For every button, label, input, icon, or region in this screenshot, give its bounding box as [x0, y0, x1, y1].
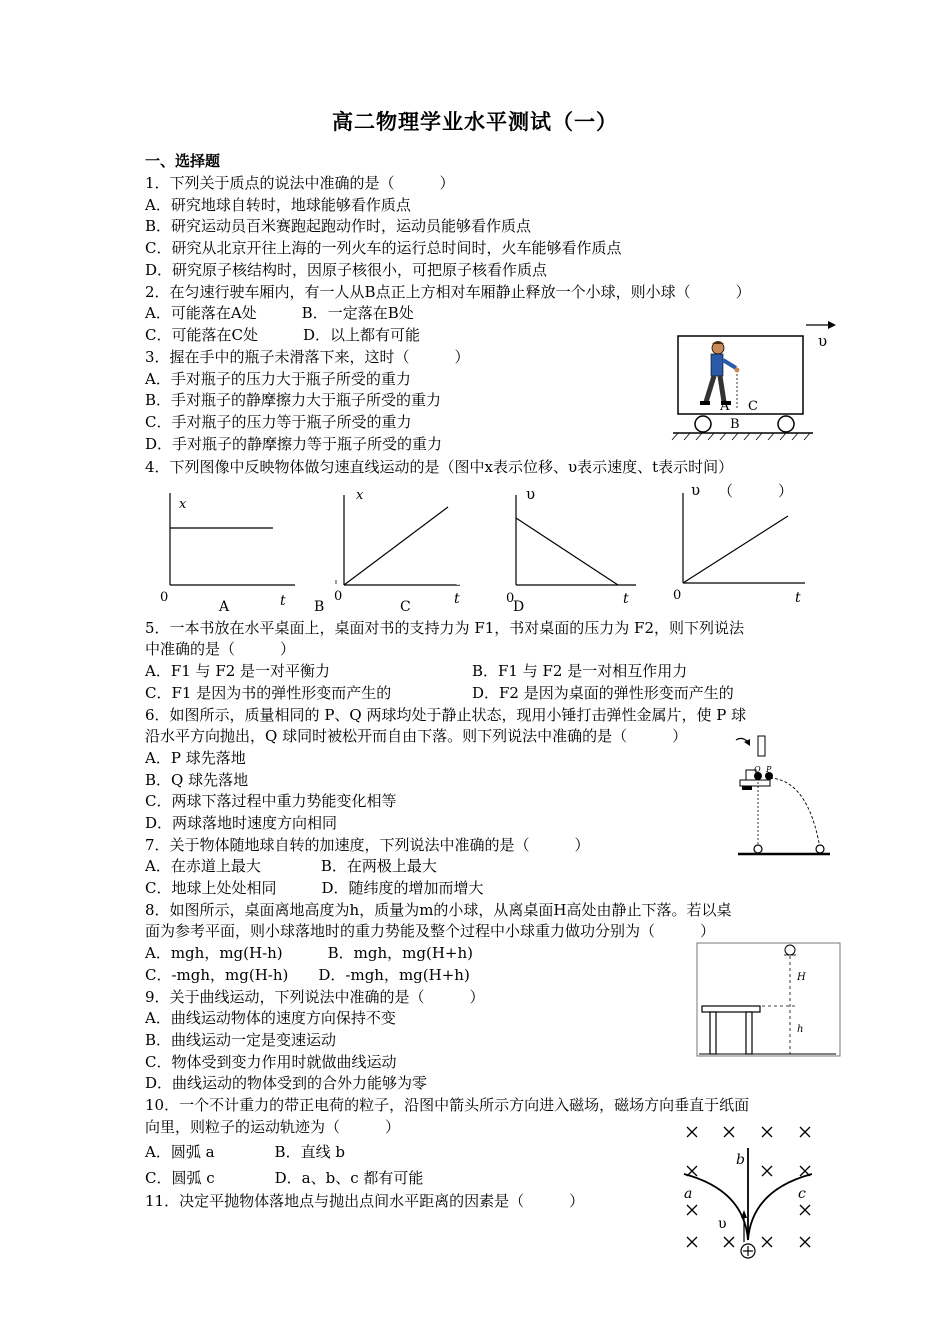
q6-option-b: B．Q 球先落地	[145, 771, 249, 789]
q1-option-b: B．研究运动员百米赛跑起跑动作时，运动员能够看作质点	[145, 217, 532, 235]
q1-option-a: A．研究地球自转时，地球能够看作质点	[145, 196, 411, 214]
q8-options-ab: A．mgh，mg(H-h) B．mgh，mg(H+h)	[145, 944, 474, 962]
question-4: 4．下列图像中反映物体做匀速直线运动的是（图中x表示位移、υ表示速度、t表示时间）	[145, 458, 734, 476]
label-c: C	[748, 399, 758, 414]
q5-option-c: C．F1 是因为书的弹性形变而产生的	[145, 684, 392, 702]
graph-c-origin: 0	[454, 574, 463, 589]
q7-options-cd: C．地球上处处相同 D．随纬度的增加而增大	[145, 879, 484, 897]
q6-option-a: A．P 球先落地	[145, 749, 246, 767]
q4-answer-paren: （ ）	[718, 482, 794, 500]
question-9: 9．关于曲线运动，下列说法中准确的是（ ）	[145, 988, 485, 1006]
q5-option-d: D．F2 是因为桌面的弹性形变而产生的	[472, 684, 734, 702]
question-7: 7．关于物体随地球自转的加速度，下列说法中准确的是（ ）	[145, 836, 590, 854]
q10-options-cd: C．圆弧 c D．a、b、c 都有可能	[145, 1169, 424, 1187]
graph-d-ylabel: υ	[691, 481, 701, 499]
graph-a	[155, 488, 315, 613]
ball-p-label: P	[766, 765, 772, 774]
q1-option-d: D．研究原子核结构时，因原子核很小，可把原子核看作质点	[145, 261, 548, 279]
q8-options-cd: C．-mgh，mg(H-h) D．-mgh，mg(H+h)	[145, 966, 470, 984]
q2-options-ab: A．可能落在A处 B．一定落在B处	[145, 304, 414, 322]
table-drop-figure	[696, 942, 842, 1058]
q6-option-d: D．两球落地时速度方向相同	[145, 814, 338, 832]
graph-c-ylabel: υ	[526, 485, 536, 503]
graph-c-option: C	[400, 599, 411, 615]
question-10: 10．一个不计重力的带正电荷的粒子，沿图中箭头所示方向进入磁场，磁场方向垂直于纸面	[145, 1096, 750, 1114]
q3-option-b: B．手对瓶子的静摩擦力大于瓶子所受的重力	[145, 391, 442, 409]
graph-d-xlabel: t	[795, 590, 801, 606]
label-b: B	[730, 417, 740, 432]
q3-option-d: D．手对瓶子的静摩擦力等于瓶子所受的重力	[145, 435, 443, 453]
q1-option-c: C．研究从北京开往上海的一列火车的运行总时间时，火车能够看作质点	[145, 239, 622, 257]
section-heading: 一、选择题	[145, 152, 221, 170]
projectile-apparatus-figure	[728, 730, 838, 860]
graph-d-origin: 0	[673, 588, 682, 603]
question-6: 6．如图所示，质量相同的 P、Q 两球均处于静止状态，现用小锤打击弹性金属片，使 P 球	[145, 706, 747, 724]
trajectory-c-label: c	[798, 1186, 806, 1202]
q9-option-d: D．曲线运动的物体受到的合外力能够为零	[145, 1074, 428, 1092]
q9-option-a: A．曲线运动物体的速度方向保持不变	[145, 1009, 396, 1027]
question-6-cont: 沿水平方向抛出，Q 球同时被松开而自由下落。则下列说法中准确的是（ ）	[145, 727, 688, 745]
question-1: 1．下列关于质点的说法中准确的是（ ）	[145, 174, 455, 192]
q6-option-c: C．两球下落过程中重力势能变化相等	[145, 792, 397, 810]
graph-a-option: A	[219, 599, 230, 615]
q5-option-b: B．F1 与 F2 是一对相互作用力	[472, 662, 688, 680]
train-car-figure	[668, 318, 848, 448]
graph-a-origin: 0	[160, 590, 169, 605]
velocity-label: υ	[818, 332, 828, 350]
label-a: A	[720, 399, 730, 414]
q9-option-b: B．曲线运动一定是变速运动	[145, 1031, 337, 1049]
graph-b-xlabel: t	[454, 591, 460, 607]
graph-b-option: B	[314, 599, 325, 615]
question-10-cont: 向里，则粒子的运动轨迹为（ ）	[145, 1118, 401, 1136]
question-3: 3．握在手中的瓶子未滑落下来，这时（ ）	[145, 348, 470, 366]
trajectory-a-label: a	[684, 1186, 693, 1202]
graph-b-origin: 0	[334, 589, 343, 604]
question-5-cont: 中准确的是（ ）	[145, 640, 296, 658]
height-h-upper-label: H	[797, 972, 806, 983]
graph-c-xlabel: t	[623, 591, 629, 607]
ball-q-label: Q	[754, 765, 761, 774]
graph-a-xlabel: t	[280, 593, 286, 609]
question-5: 5．一本书放在水平桌面上，桌面对书的支持力为 F1，书对桌面的压力为 F2，则下列说法	[145, 619, 744, 637]
graph-d-option: D	[513, 599, 525, 615]
q7-options-ab: A．在赤道上最大 B．在两极上最大	[145, 857, 437, 875]
magnetic-field-figure	[676, 1120, 826, 1262]
q3-option-c: C．手对瓶子的压力等于瓶子所受的重力	[145, 413, 412, 431]
q5-option-a: A．F1 与 F2 是一对平衡力	[145, 662, 331, 680]
height-h-lower-label: h	[797, 1024, 804, 1035]
question-8-cont: 面为参考平面，则小球落地时的重力势能及整个过程中小球重力做功分别为（ ）	[145, 922, 716, 940]
graph-b-ylabel: x	[356, 488, 364, 503]
question-11: 11．决定平抛物体落地点与抛出点间水平距离的因素是（ ）	[145, 1192, 585, 1210]
page-title: 高二物理学业水平测试（一）	[332, 109, 618, 134]
q3-option-a: A．手对瓶子的压力大于瓶子所受的重力	[145, 370, 411, 388]
trajectory-b-label: b	[736, 1152, 745, 1168]
velocity-v-label: υ	[718, 1216, 727, 1232]
question-2: 2．在匀速行驶车厢内，有一人从B点正上方相对车厢静止释放一个小球，则小球（ ）	[145, 283, 751, 301]
q2-options-cd: C．可能落在C处 D．以上都有可能	[145, 326, 420, 344]
graph-c-origin-mark: 0	[506, 591, 515, 606]
q10-options-ab: A．圆弧 a B．直线 b	[145, 1143, 345, 1161]
graph-d	[505, 483, 815, 613]
graph-a-ylabel: x	[179, 497, 187, 512]
q9-option-c: C．物体受到变力作用时就做曲线运动	[145, 1053, 397, 1071]
question-8: 8．如图所示，桌面离地高度为h，质量为m的小球，从离桌面H高处由静止下落。若以桌	[145, 901, 732, 919]
